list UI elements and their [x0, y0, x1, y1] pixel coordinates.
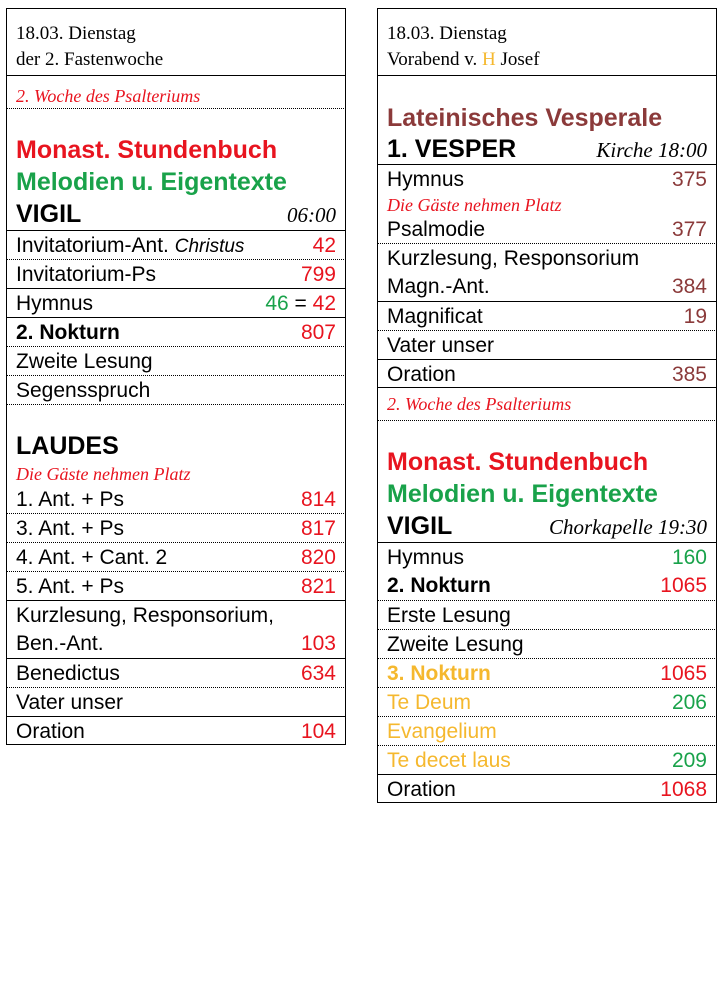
page-number: 799 [300, 263, 336, 286]
list-item: 2. Nokturn 1065 [377, 571, 717, 600]
list-item: 4. Ant. + Cant. 2 820 [6, 542, 346, 571]
page-number: 104 [300, 720, 336, 743]
page-number: 385 [671, 363, 707, 386]
page-number: 820 [300, 546, 336, 569]
right-date-header [377, 8, 717, 76]
list-item: Hymnus 375 [377, 164, 717, 193]
page-number: 1065 [660, 574, 707, 597]
list-item: Psalmodie 377 [377, 217, 717, 243]
list-item: Benedictus 634 [6, 658, 346, 687]
right-book-title: Monast. Stundenbuch [377, 446, 717, 478]
page-number: 19 [683, 305, 707, 328]
page-number: 1065 [660, 662, 707, 685]
right-psalter-note: 2. Woche des Psalteriums [377, 388, 717, 420]
left-date-line: 18.03. Dienstag [16, 23, 136, 44]
saint-marker: H [481, 49, 496, 70]
right-vigil-heading [377, 510, 717, 542]
left-column [6, 8, 346, 745]
left-book-subtitle: Melodien u. Eigentexte [6, 166, 346, 198]
list-item: Kurzlesung, Responsorium [377, 243, 717, 272]
vesper-heading [377, 134, 717, 164]
right-column [377, 8, 717, 803]
vesper-name: 1. VESPER [387, 135, 517, 163]
list-item: Ben.-Ant. 103 [6, 629, 346, 658]
list-item: Invitatorium-Ant. Christus 42 [6, 230, 346, 259]
page-number: 103 [300, 632, 336, 655]
vigil-time: 06:00 [287, 203, 336, 227]
vigil-time: Chorkapelle 19:30 [548, 515, 707, 539]
page-number: 814 [300, 488, 336, 511]
list-item: 3. Nokturn 1065 [377, 658, 717, 687]
list-item: Kurzlesung, Responsorium, [6, 600, 346, 629]
vesper-note: Die Gäste nehmen Platz [377, 193, 717, 217]
page-number: 1068 [660, 778, 707, 801]
list-item: Hymnus 160 [377, 542, 717, 571]
page-number: 384 [671, 275, 707, 298]
vigil-name: VIGIL [387, 512, 453, 540]
left-week-line: der 2. Fastenwoche [16, 49, 164, 70]
list-item: Vater unser [377, 330, 717, 359]
list-item: Invitatorium-Ps 799 [6, 259, 346, 288]
left-date-header [6, 8, 346, 76]
vesper-time: Kirche 18:00 [596, 138, 707, 162]
page-number: 377 [671, 218, 707, 241]
vesperale-title: Lateinisches Vesperale [377, 102, 717, 134]
page-number: 42 [312, 292, 336, 315]
list-item: Segensspruch [6, 375, 346, 404]
list-item: Te Deum 206 [377, 687, 717, 716]
list-item: Zweite Lesung [6, 346, 346, 375]
right-date-line: 18.03. Dienstag [387, 23, 507, 44]
list-item: Oration 385 [377, 359, 717, 388]
list-item: Hymnus 46 = 42 [6, 288, 346, 317]
page-number: 821 [300, 575, 336, 598]
page-number: 817 [300, 517, 336, 540]
laudes-heading: LAUDES [6, 430, 346, 462]
antiphon-keyword: Christus [174, 236, 245, 257]
page-number: 375 [671, 168, 707, 191]
list-item: Magnificat 19 [377, 301, 717, 330]
page-number: 807 [300, 321, 336, 344]
list-item: Oration 1068 [377, 774, 717, 803]
page-number: 42 [312, 234, 336, 257]
list-item: Erste Lesung [377, 600, 717, 629]
right-book-subtitle: Melodien u. Eigentexte [377, 478, 717, 510]
laudes-note: Die Gäste nehmen Platz [6, 462, 346, 486]
list-item: Evangelium [377, 716, 717, 745]
left-book-title: Monast. Stundenbuch [6, 134, 346, 166]
page-number: 46 [265, 292, 289, 315]
list-item: Oration 104 [6, 716, 346, 745]
list-item: 2. Nokturn 807 [6, 317, 346, 346]
list-item: 5. Ant. + Ps 821 [6, 571, 346, 600]
left-psalter-note: 2. Woche des Psalteriums [6, 84, 346, 108]
list-item: 1. Ant. + Ps 814 [6, 486, 346, 513]
list-item: Zweite Lesung [377, 629, 717, 658]
list-item: Magn.-Ant. 384 [377, 272, 717, 301]
page-number: 634 [300, 662, 336, 685]
page-number: 209 [671, 749, 707, 772]
vigil-name: VIGIL [16, 200, 82, 228]
page-number: 160 [671, 546, 707, 569]
left-vigil-heading [6, 198, 346, 230]
right-eve-line: Vorabend v. H Josef [387, 49, 540, 70]
page-number: 206 [671, 691, 707, 714]
list-item: Te decet laus 209 [377, 745, 717, 774]
list-item: 3. Ant. + Ps 817 [6, 513, 346, 542]
list-item: Vater unser [6, 687, 346, 716]
